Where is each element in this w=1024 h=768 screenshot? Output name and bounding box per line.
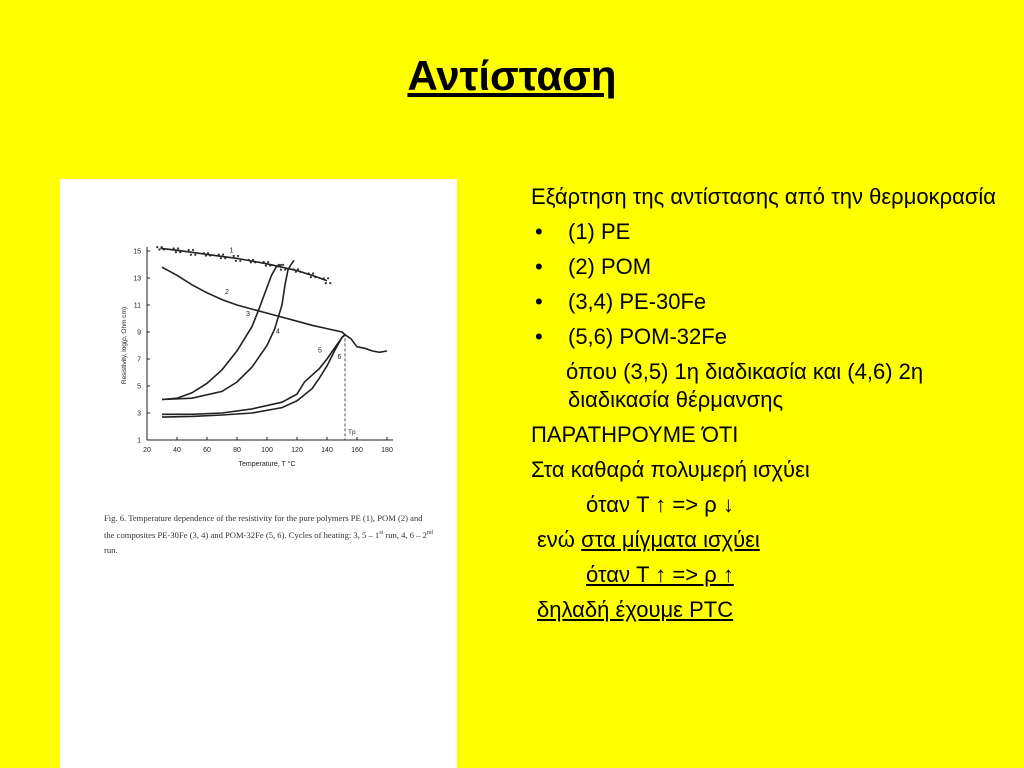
series-2-label: 2 (225, 289, 229, 297)
series-1-point (312, 272, 314, 274)
series-1-point (235, 260, 237, 262)
y-tick-label: 11 (133, 302, 141, 310)
x-tick-label: 180 (381, 447, 393, 454)
observe-heading: ΠΑΡΑΤΗΡΟΥΜΕ ΌΤΙ (531, 422, 739, 447)
bullet-icon: • (535, 289, 543, 314)
series-1-point (233, 255, 235, 257)
series-1-label: 1 (229, 247, 234, 255)
mix-text (531, 526, 1001, 554)
bullet-icon: • (535, 219, 543, 244)
x-tick-label: 100 (261, 447, 273, 454)
series-1-point (156, 246, 158, 248)
series-5-label: 5 (318, 347, 322, 355)
bullet-label: (2) POM (568, 254, 652, 279)
tp-annotation: Tp (348, 429, 356, 436)
slide-title: Αντίσταση (407, 52, 617, 99)
mix-prefix: ενώ (537, 527, 582, 552)
y-tick-label: 5 (137, 383, 141, 391)
series-1-point (329, 282, 331, 284)
series-4-line (162, 260, 294, 399)
x-tick-label: 140 (321, 447, 333, 454)
y-tick-label: 1 (137, 437, 141, 445)
caption-sup1: st (379, 530, 384, 536)
x-tick-label: 20 (143, 447, 151, 454)
series-1-point (194, 254, 196, 256)
series-1-point (220, 257, 222, 259)
mix-rule: όταν T ↑ => ρ ↑ (586, 562, 734, 587)
series-1-point (310, 276, 312, 278)
series-1-point (282, 264, 284, 266)
x-tick-label: 60 (203, 447, 211, 454)
caption-part2: run, 4, 6 – 2 (383, 529, 427, 540)
resistivity-chart (60, 179, 457, 509)
bullet-item (531, 253, 1001, 281)
series-3-label: 3 (246, 310, 250, 318)
pure-polymers-text: Στα καθαρά πολυμερή ισχύει (531, 457, 810, 482)
series-1-point (325, 282, 327, 284)
series-1-point (177, 247, 179, 249)
bullet-icon: • (535, 254, 543, 279)
series-6-label: 6 (337, 354, 342, 361)
bullet-label: (3,4) PE-30Fe (568, 289, 707, 314)
process-note: όπου (3,5) 1η διαδικασία και (4,6) 2η διαδικασία θέρμανσης (566, 359, 924, 412)
series-2-line (162, 267, 387, 355)
series-1-point (190, 254, 192, 256)
y-tick-label: 9 (137, 329, 141, 337)
series-1-line (161, 248, 328, 280)
y-tick-label: 13 (133, 275, 141, 283)
series-3-line (162, 265, 282, 400)
y-tick-label: 3 (137, 410, 141, 418)
caption-part3: run. (104, 544, 118, 555)
x-tick-label: 40 (173, 447, 181, 454)
intro-text: Εξάρτηση της αντίστασης από την θερμοκρασία (531, 184, 997, 209)
bullet-label: (5,6) POM-32Fe (568, 324, 727, 349)
series-1-point (222, 254, 224, 256)
x-tick-label: 80 (233, 447, 241, 454)
series-1-point (192, 249, 194, 251)
series-1-point (327, 277, 329, 279)
series-1-point (188, 249, 190, 251)
series-1-point (237, 255, 239, 257)
bullet-icon: • (535, 324, 543, 349)
ptc-conclusion: δηλαδή έχουμε PTC (537, 597, 734, 622)
y-tick-label: 7 (137, 356, 141, 364)
y-axis-label: Resistivity, log(ρ, Ohm cm) (121, 306, 128, 385)
figure-caption (104, 511, 434, 558)
bullet-label: (1) PE (568, 219, 631, 244)
bullet-item (531, 288, 1001, 316)
x-tick-label: 120 (291, 447, 303, 454)
y-tick-label: 15 (133, 248, 141, 256)
series-1-point (239, 260, 241, 262)
caption-part1: Fig. 6. Temperature dependence of the resistivity for the pure polymers PE (1), POM (2) and the composites PE-30Fe (3, 4) and POM-32Fe (5, 6). Cycles of heating: 3, 5 – 1 (104, 513, 423, 540)
pure-rule: όταν T ↑ => ρ ↓ (586, 492, 734, 517)
figure-panel (60, 179, 457, 768)
x-axis-label: Temperature, T °C (238, 461, 296, 468)
x-tick-label: 160 (351, 447, 363, 454)
series-1-point (280, 269, 282, 271)
series-1-point (175, 251, 177, 253)
mix-underlined: στα μίγματα ισχύει (581, 527, 760, 552)
series-1-point (265, 265, 267, 267)
series-1-point (267, 261, 269, 263)
series-1-point (158, 248, 160, 250)
caption-sup2: nd (426, 530, 433, 536)
series-4-label: 4 (276, 328, 280, 336)
bullet-item (531, 218, 1001, 246)
text-block (531, 183, 1001, 631)
bullet-item (531, 323, 1001, 351)
